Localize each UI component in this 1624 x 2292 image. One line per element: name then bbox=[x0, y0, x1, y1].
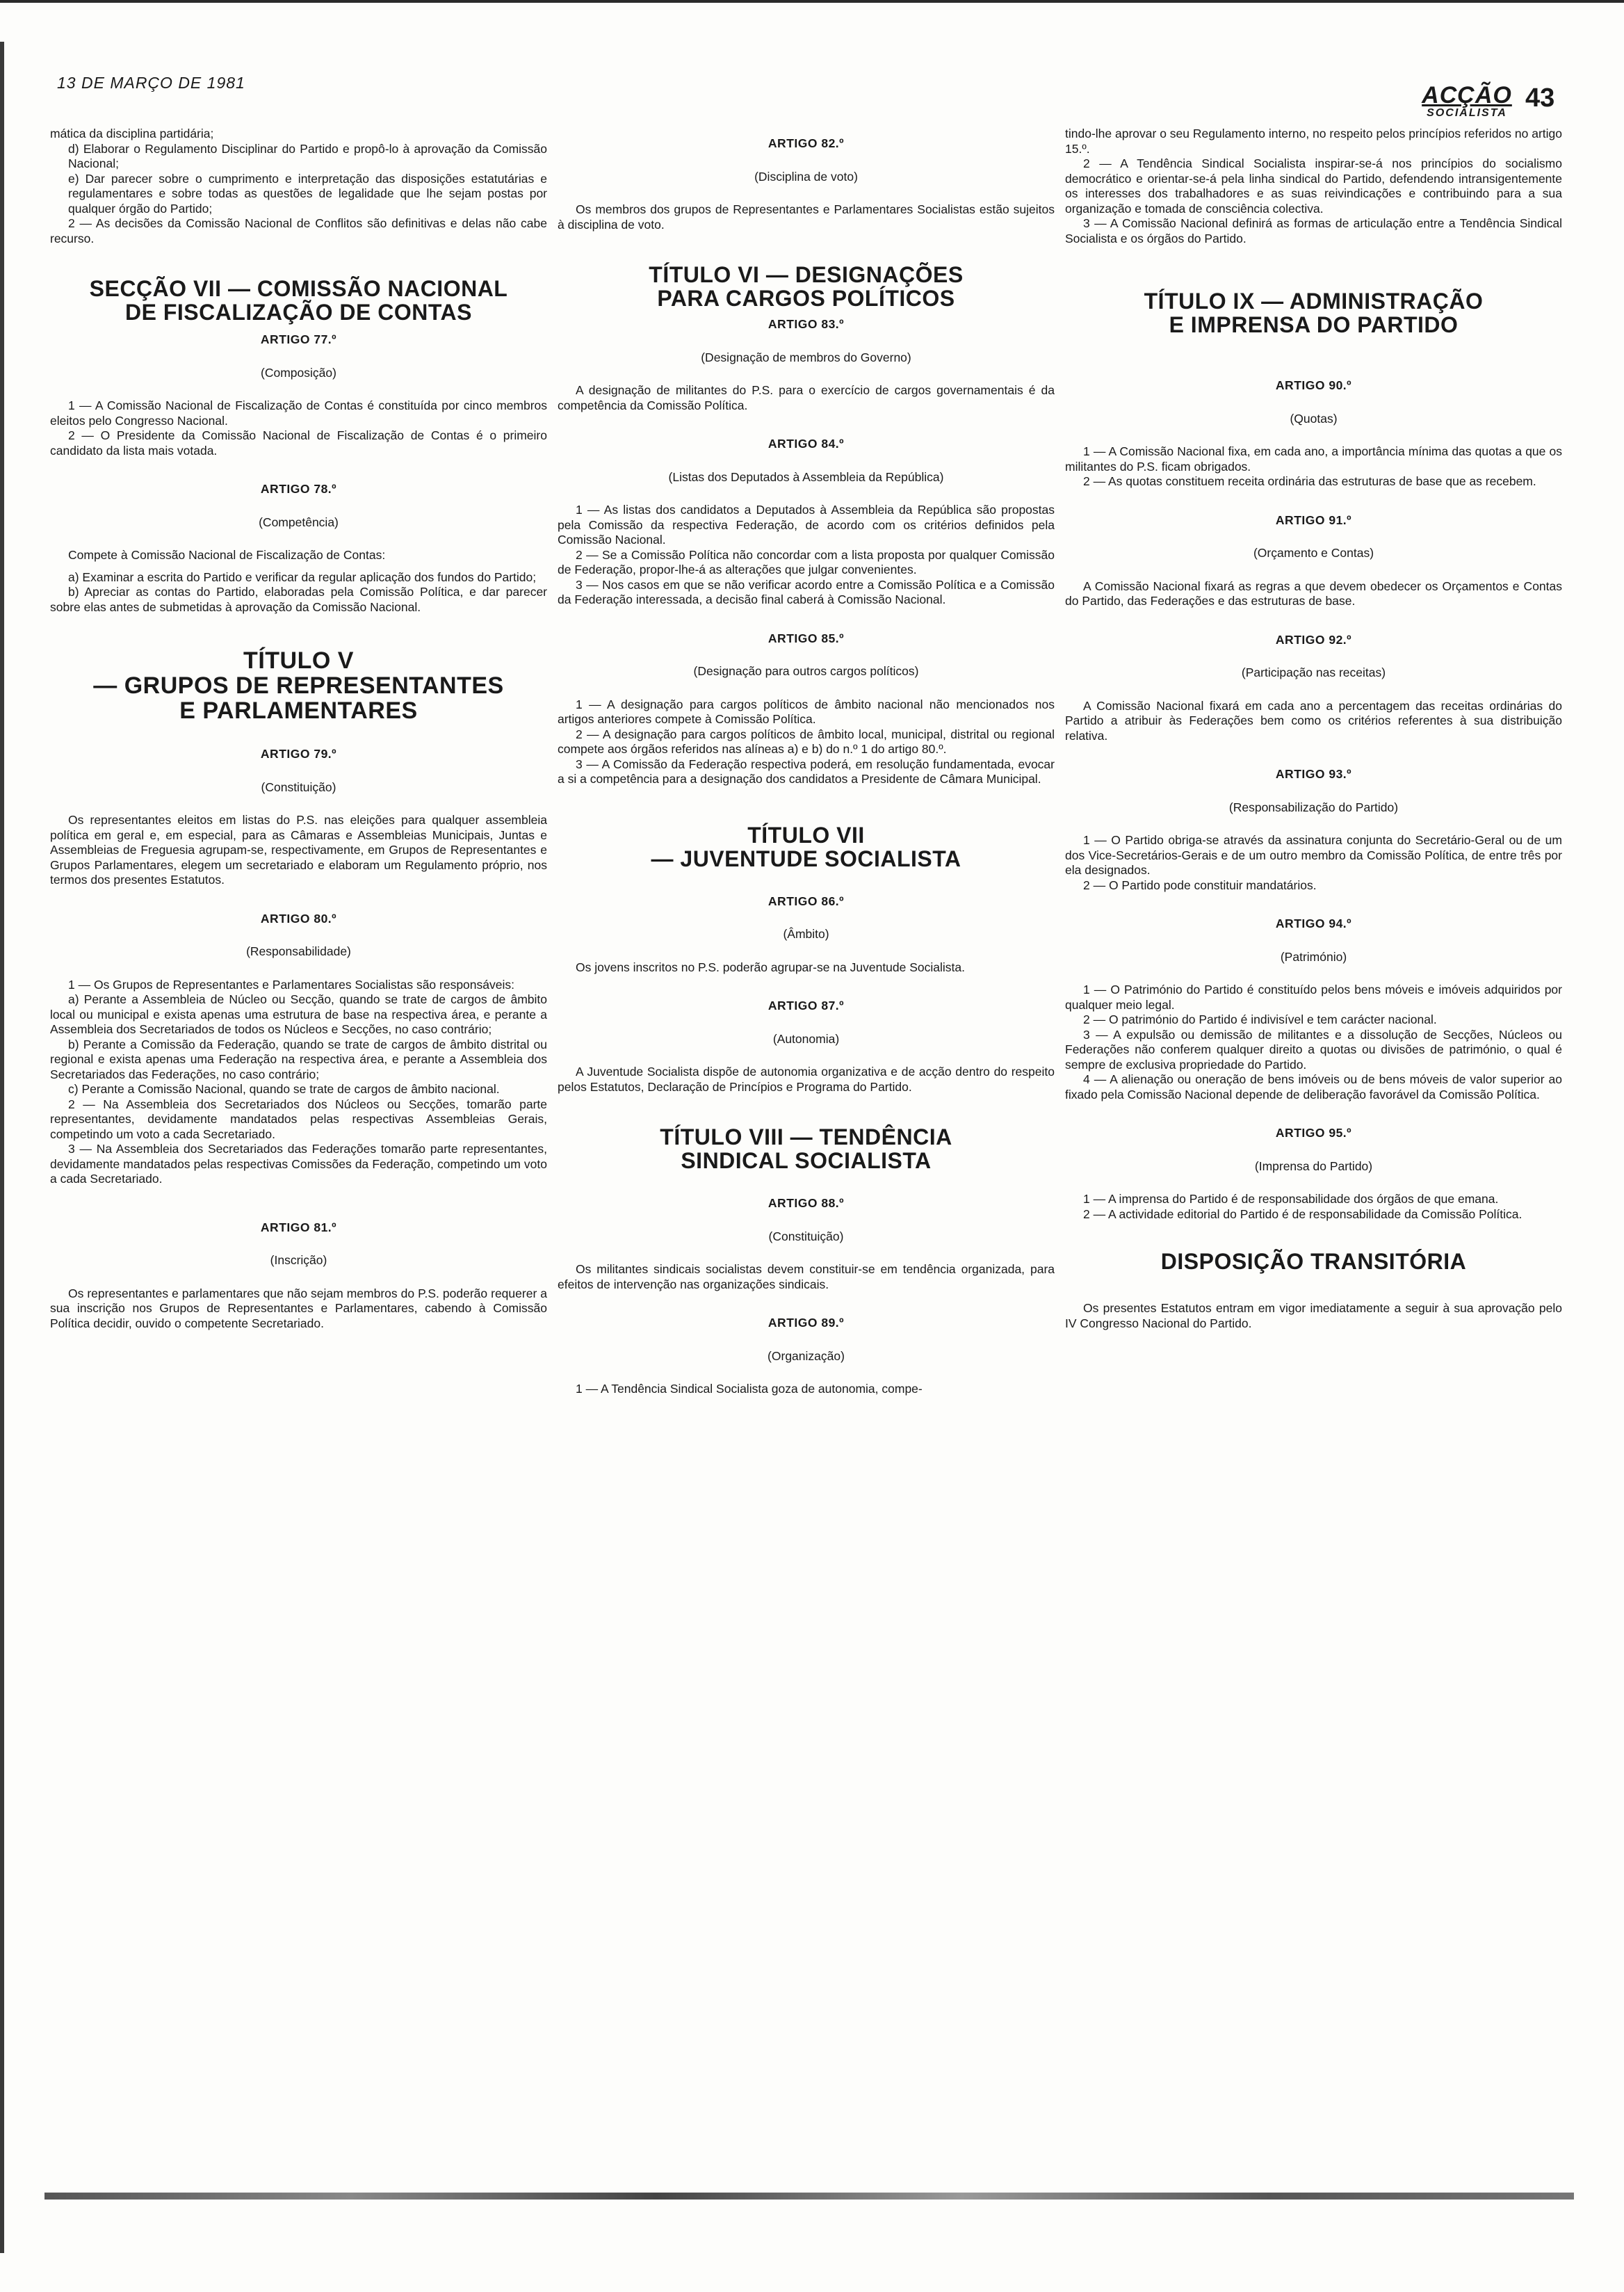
article-subtitle: (Participação nas receitas) bbox=[1241, 665, 1386, 679]
paragraph: 3 — Na Assembleia dos Secretariados das Federações tomarão parte representantes, devidamente mandatados pelas respectivas Comissões da Federação, competindo um voto a cada Secretariado. bbox=[50, 1142, 547, 1186]
article-subtitle: (Composição) bbox=[261, 365, 336, 380]
paragraph: 1 — A Tendência Sindical Socialista goza de autonomia, compe- bbox=[576, 1382, 923, 1396]
masthead-logo bbox=[1411, 83, 1522, 120]
article-subtitle: (Responsabilização do Partido) bbox=[1228, 800, 1399, 814]
heading-line: TÍTULO VIII — TENDÊNCIA bbox=[660, 1124, 952, 1149]
article-subtitle: (Património) bbox=[1280, 949, 1347, 964]
column-middle bbox=[558, 136, 1055, 1397]
paragraph: A Comissão Nacional fixará em cada ano a percentagem das receitas ordinárias do Partido a atribuir às Federações bem como os critérios referentes à sua distribuição relativa. bbox=[1065, 698, 1562, 743]
paragraph: 2 — O património do Partido é indivisível e tem carácter nacional. bbox=[1083, 1012, 1437, 1026]
paragraph: 2 — Na Assembleia dos Secretariados dos Núcleos ou Secções, tomarão parte representantes, devidamente mandatados pelas respectivas Assembleias Gerais, competindo um voto a cada Secretariado. bbox=[50, 1097, 547, 1141]
article-subtitle: (Imprensa do Partido) bbox=[1254, 1159, 1373, 1173]
title-heading bbox=[558, 1125, 1055, 1172]
paragraph: Os militantes sindicais socialistas devem constituir-se em tendência organizada, para efeitos de intervenção nas organizações sindicais. bbox=[558, 1262, 1055, 1291]
paragraph: 1 — A Comissão Nacional fixa, em cada ano, a importância mínima das quotas a que os militantes do P.S. ficam obrigados. bbox=[1065, 444, 1562, 474]
article-subtitle: (Responsabilidade) bbox=[246, 944, 351, 958]
heading-line: DE FISCALIZAÇÃO DE CONTAS bbox=[124, 300, 472, 325]
article-heading: ARTIGO 78.º bbox=[260, 482, 337, 496]
title-heading bbox=[1065, 289, 1562, 337]
paragraph: 4 — A alienação ou oneração de bens imóveis ou de bens móveis de valor superior ao fixado pela Comissão Nacional depende de deliberação favorável da Comissão Política. bbox=[1065, 1072, 1562, 1101]
heading-line: SINDICAL SOCIALISTA bbox=[681, 1148, 932, 1173]
heading-line: PARA CARGOS POLÍTICOS bbox=[657, 286, 955, 311]
article-heading: ARTIGO 92.º bbox=[1275, 632, 1352, 647]
article-subtitle: (Disciplina de voto) bbox=[754, 169, 858, 184]
paragraph: 1 — O Património do Partido é constituído pelos bens móveis e imóveis adquiridos por qualquer meio legal. bbox=[1065, 983, 1562, 1012]
article-heading: ARTIGO 87.º bbox=[768, 999, 845, 1012]
paragraph: 2 — O Presidente da Comissão Nacional de Fiscalização de Contas é o primeiro candidato da lista mais votada. bbox=[50, 428, 547, 458]
paragraph: 1 — A imprensa do Partido é de responsabilidade dos órgãos de que emana. bbox=[1083, 1192, 1499, 1206]
section-heading: DISPOSIÇÃO TRANSITÓRIA bbox=[1160, 1249, 1467, 1274]
article-subtitle: (Autonomia) bbox=[772, 1031, 840, 1046]
article-subtitle: (Orçamento e Contas) bbox=[1253, 546, 1374, 560]
article-heading: ARTIGO 90.º bbox=[1275, 378, 1352, 392]
heading-line: — JUVENTUDE SOCIALISTA bbox=[651, 846, 961, 871]
article-heading: ARTIGO 91.º bbox=[1275, 513, 1352, 527]
article-subtitle: (Inscrição) bbox=[270, 1253, 327, 1267]
heading-line: TÍTULO V bbox=[243, 647, 354, 674]
heading-line: E PARLAMENTARES bbox=[179, 697, 418, 724]
bottom-rule bbox=[44, 2193, 1574, 2200]
paragraph: 3 — A Comissão da Federação respectiva poderá, em resolução fundamentada, evocar a si a competência para a designação dos candidatos a Presidente de Câmara Municipal. bbox=[558, 757, 1055, 786]
paragraph: 2 — O Partido pode constituir mandatários. bbox=[1083, 878, 1317, 892]
article-subtitle: (Competência) bbox=[259, 515, 339, 529]
paragraph: Os jovens inscritos no P.S. poderão agrupar-se na Juventude Socialista. bbox=[576, 960, 965, 974]
article-heading: ARTIGO 86.º bbox=[768, 894, 845, 908]
heading-line: TÍTULO IX — ADMINISTRAÇÃO bbox=[1144, 289, 1484, 314]
title-heading bbox=[558, 263, 1055, 310]
paragraph: 3 — A Comissão Nacional definirá as formas de articulação entre a Tendência Sindical Socialista e os órgãos do Partido. bbox=[1065, 216, 1562, 245]
paragraph: 2 — As decisões da Comissão Nacional de Conflitos são definitivas e delas não cabe recurso. bbox=[50, 216, 547, 245]
paragraph: 1 — A designação para cargos políticos de âmbito nacional não mencionados nos artigos anteriores compete à Comissão Política. bbox=[558, 697, 1055, 726]
paragraph: A designação de militantes do P.S. para o exercício de cargos governamentais é da competência da Comissão Política. bbox=[558, 383, 1055, 412]
article-subtitle: (Designação para outros cargos políticos) bbox=[693, 664, 919, 678]
paragraph: a) Perante a Assembleia de Núcleo ou Secção, quando se trate de cargos de âmbito local ou municipal e exista apenas uma estrutura de base na respectiva área, e perante a Assembleia dos Secretariados de todos os Núcleos e Secções, no caso contrário; bbox=[50, 992, 547, 1036]
paragraph: 2 — A Tendência Sindical Socialista inspirar-se-á nos princípios do socialismo democrático e orientar-se-á pela linha sindical do Partido, defendendo intransigentemente os interesses dos trabalhadores e as suas reivindicações e contribuindo para a sua organização e tomada de consciência colectiva. bbox=[1065, 156, 1562, 216]
paragraph: Os representantes e parlamentares que não sejam membros do P.S. poderão requerer a sua inscrição nos Grupos de Representantes e Parlamentares, cabendo à Comissão Política decidir, ouvido o competente Secretariado. bbox=[50, 1286, 547, 1330]
paragraph: 2 — A designação para cargos políticos de âmbito local, municipal, distrital ou regional compete aos órgãos referidos nas alíneas a) e b) do n.º 1 do artigo 80.º. bbox=[558, 727, 1055, 756]
paragraph: d) Elaborar o Regulamento Disciplinar do Partido e propô-lo à aprovação da Comissão Nacional; bbox=[68, 141, 547, 170]
article-heading: ARTIGO 81.º bbox=[260, 1220, 337, 1234]
article-subtitle: (Organização) bbox=[768, 1348, 845, 1363]
masthead-subtitle: SOCIALISTA bbox=[1427, 107, 1507, 119]
article-subtitle: (Quotas) bbox=[1290, 411, 1338, 426]
paragraph: Compete à Comissão Nacional de Fiscalização de Contas: bbox=[68, 548, 386, 562]
article-heading: ARTIGO 77.º bbox=[260, 332, 337, 346]
paragraph: 3 — A expulsão ou demissão de militantes e a dissolução de Secções, Núcleos ou Federações não conferem qualquer direito a quotas ou divisões de património, o qual é sempre de exclusiva propriedade do Partido. bbox=[1065, 1027, 1562, 1072]
article-heading: ARTIGO 94.º bbox=[1275, 917, 1352, 930]
article-subtitle: (Âmbito) bbox=[783, 927, 829, 941]
paragraph: A Juventude Socialista dispõe de autonomia organizativa e de acção dentro do respeito pelos Estatutos, Declaração de Princípios e Programa do Partido. bbox=[558, 1065, 1055, 1094]
paragraph: 1 — Os Grupos de Representantes e Parlamentares Socialistas são responsáveis: bbox=[68, 977, 514, 992]
article-heading: ARTIGO 95.º bbox=[1275, 1126, 1352, 1140]
paragraph: b) Apreciar as contas do Partido, elaboradas pela Comissão Política, e dar parecer sobre elas antes de submetidas à aprovação da Comissão Nacional. bbox=[50, 585, 547, 614]
heading-line: TÍTULO VI — DESIGNAÇÕES bbox=[649, 262, 964, 287]
article-subtitle: (Constituição) bbox=[261, 780, 336, 794]
paragraph: tindo-lhe aprovar o seu Regulamento interno, no respeito pelos princípios referidos no artigo 15.º. bbox=[1065, 127, 1563, 156]
title-heading bbox=[50, 648, 547, 723]
heading-line: TÍTULO VII bbox=[747, 822, 865, 848]
article-heading: ARTIGO 84.º bbox=[768, 437, 845, 451]
paragraph: c) Perante a Comissão Nacional, quando se trate de cargos de âmbito nacional. bbox=[68, 1082, 500, 1096]
top-border bbox=[0, 0, 1624, 3]
paragraph: e) Dar parecer sobre o cumprimento e interpretação das disposições estatutárias e regulamentares e sobre todas as questões de legalidade que lhe sejam postas por qualquer órgão do Partido; bbox=[68, 171, 547, 216]
paragraph: Os membros dos grupos de Representantes e Parlamentares Socialistas estão sujeitos à disciplina de voto. bbox=[558, 202, 1055, 232]
section-heading bbox=[50, 277, 547, 324]
scan-edge bbox=[0, 42, 4, 2253]
column-right bbox=[1065, 127, 1562, 1331]
article-heading: ARTIGO 83.º bbox=[768, 317, 845, 331]
paragraph: b) Perante a Comissão da Federação, quando se trate de cargos de âmbito distrital ou regional e exista apenas uma Federação na respectiva área, e perante a Assembleia dos Secretariados das Federações, no caso contrário; bbox=[50, 1037, 547, 1081]
article-subtitle: (Constituição) bbox=[768, 1229, 844, 1243]
article-heading: ARTIGO 85.º bbox=[768, 631, 845, 645]
page-number: 43 bbox=[1525, 83, 1555, 113]
article-heading: ARTIGO 79.º bbox=[260, 747, 337, 761]
article-heading: ARTIGO 93.º bbox=[1275, 767, 1352, 781]
paragraph: Os presentes Estatutos entram em vigor imediatamente a seguir à sua aprovação pelo IV Congresso Nacional do Partido. bbox=[1065, 1301, 1562, 1330]
article-subtitle: (Listas dos Deputados à Assembleia da República) bbox=[668, 469, 944, 484]
column-left bbox=[50, 127, 547, 1331]
paragraph: Os representantes eleitos em listas do P.S. nas eleições para qualquer assembleia política em geral e, em especial, para as Câmaras e Assembleias Municipais, Juntas e Assembleias de Freguesia agrupam-se, respectivamente, em Grupos de Representantes e Grupos Parlamentares, elegem um secretariado e elaboram um Regulamento próprio, nos termos dos presentes Estatutos. bbox=[50, 813, 547, 887]
article-heading: ARTIGO 88.º bbox=[768, 1196, 845, 1210]
heading-line: E IMPRENSA DO PARTIDO bbox=[1169, 312, 1459, 337]
masthead-title: ACÇÃO bbox=[1422, 82, 1512, 108]
paragraph: 2 — As quotas constituem receita ordinária das estruturas de base que as recebem. bbox=[1083, 474, 1536, 488]
article-subtitle: (Designação de membros do Governo) bbox=[701, 350, 911, 364]
article-heading: ARTIGO 89.º bbox=[768, 1316, 845, 1330]
title-heading bbox=[558, 823, 1055, 871]
paragraph: A Comissão Nacional fixará as regras a que devem obedecer os Orçamentos e Contas do Partido, das Federações e das estruturas de base. bbox=[1065, 579, 1562, 608]
paragraph: 1 — As listas dos candidatos a Deputados à Assembleia da República são propostas pela Comissão da respectiva Federação, de acordo com os critérios definidos pela Comissão Nacional. bbox=[558, 503, 1055, 547]
paragraph: 2 — Se a Comissão Política não concordar com a lista proposta por qualquer Comissão de Federação, propor-lhe-á as alterações que julgar convenientes. bbox=[558, 547, 1055, 576]
issue-date: 13 DE MARÇO DE 1981 bbox=[57, 74, 245, 92]
heading-line: SECÇÃO VII — COMISSÃO NACIONAL bbox=[89, 276, 508, 301]
paragraph: 1 — A Comissão Nacional de Fiscalização de Contas é constituída por cinco membros eleitos pelo Congresso Nacional. bbox=[50, 398, 547, 428]
paragraph: mática da disciplina partidária; bbox=[50, 127, 214, 140]
paragraph: 1 — O Partido obriga-se através da assinatura conjunta do Secretário-Geral ou de um dos Vice-Secretários-Gerais e de um outro membro da Comissão Política, de entre três por ela designados. bbox=[1065, 833, 1562, 877]
paragraph: 3 — Nos casos em que se não verificar acordo entre a Comissão Política e a Comissão da Federação interessada, a decisão final caberá à Comissão Nacional. bbox=[558, 577, 1055, 606]
heading-line: — GRUPOS DE REPRESENTANTES bbox=[93, 672, 504, 699]
article-heading: ARTIGO 80.º bbox=[260, 911, 337, 926]
article-heading: ARTIGO 82.º bbox=[768, 136, 845, 150]
paragraph: 2 — A actividade editorial do Partido é de responsabilidade da Comissão Política. bbox=[1083, 1206, 1522, 1221]
paragraph: a) Examinar a escrita do Partido e verificar da regular aplicação dos fundos do Partido; bbox=[68, 570, 537, 584]
